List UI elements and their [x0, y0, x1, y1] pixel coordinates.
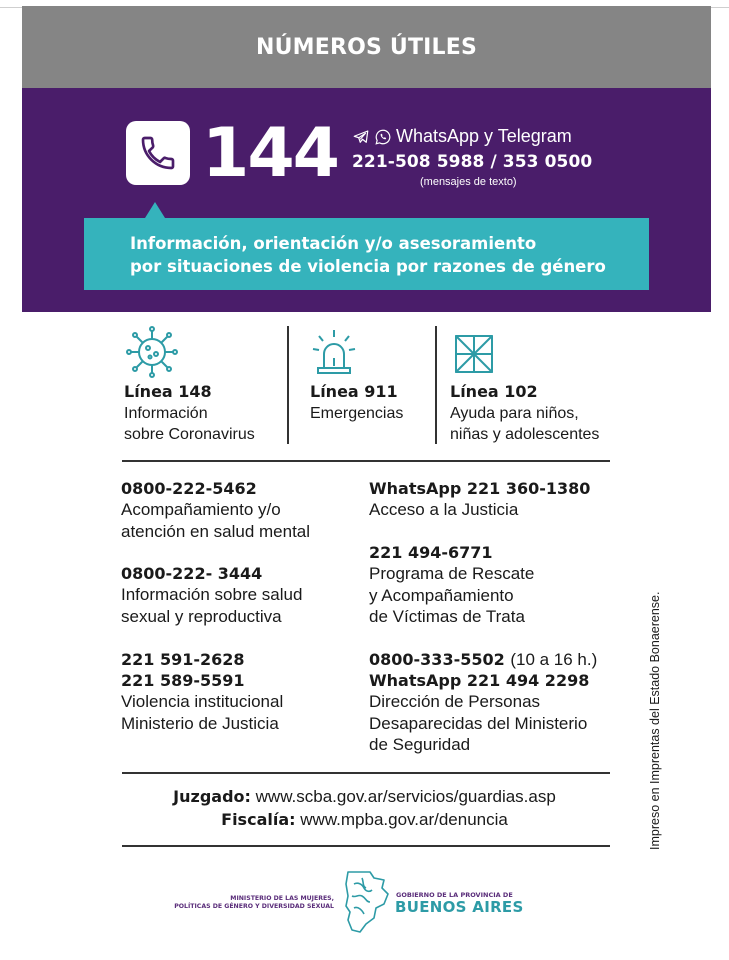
channels-note: (mensajes de texto)	[420, 176, 517, 188]
service-desc-line: sobre Coronavirus	[124, 426, 255, 443]
province-name: BUENOS AIRES	[395, 898, 524, 916]
page-title: NÚMEROS ÚTILES	[255, 34, 478, 60]
contact-number-secondary: WhatsApp 221 494 2298	[369, 671, 590, 690]
service-title: Línea 911	[310, 382, 398, 401]
hotline-panel	[22, 88, 711, 312]
channels-label: WhatsApp y Telegram	[396, 126, 572, 146]
service-description	[450, 403, 599, 445]
contact-number-secondary: 221 589-5591	[121, 671, 245, 690]
juzgado-link[interactable]: www.scba.gov.ar/servicios/guardias.asp	[255, 787, 556, 806]
ministry-line: POLÍTICAS DE GÉNERO Y DIVERSIDAD SEXUAL	[174, 903, 334, 910]
contact-number: 0800-222- 3444	[121, 564, 263, 583]
contact-desc-line: Violencia institucional	[121, 692, 284, 711]
service-desc-line: niñas y adolescentes	[450, 426, 600, 443]
column-divider	[287, 326, 289, 444]
virus-icon	[126, 326, 178, 383]
juzgado-label: Juzgado:	[173, 787, 251, 806]
contact-description	[121, 691, 283, 734]
contact-desc-line: y Acompañamiento	[369, 585, 514, 605]
contact-description	[369, 691, 587, 756]
service-description	[310, 403, 403, 424]
messaging-channels	[352, 126, 572, 147]
contact-desc-line: Programa de Rescate	[369, 564, 535, 583]
contact-desc-line: sexual y reproductiva	[121, 606, 282, 626]
column-divider	[435, 326, 437, 444]
callout-pointer	[145, 202, 165, 218]
contact-number: 221 494-6771	[369, 543, 493, 562]
section-divider	[122, 772, 610, 774]
section-divider	[122, 845, 610, 847]
fiscalia-link[interactable]: www.mpba.gov.ar/denuncia	[300, 810, 508, 829]
contact-desc-line: Acompañamiento y/o	[121, 500, 281, 519]
contact-description	[121, 584, 302, 627]
header-banner	[22, 6, 711, 88]
province-map-logo	[342, 868, 390, 934]
service-desc-line: Emergencias	[310, 405, 404, 422]
contact-desc-line: Dirección de Personas	[369, 692, 541, 711]
phone-icon	[126, 121, 190, 185]
contact-description	[369, 499, 518, 521]
hotline-description	[84, 218, 649, 290]
contact-number: 0800-222-5462	[121, 479, 257, 498]
service-title: Línea 148	[124, 382, 212, 401]
service-title: Línea 102	[450, 382, 538, 401]
contact-number: WhatsApp 221 360-1380	[369, 479, 591, 498]
contact-description	[369, 563, 534, 628]
ministry-logo-text	[168, 895, 334, 911]
fiscalia-line	[0, 810, 729, 830]
contact-description	[121, 499, 310, 542]
hotline-number: 144	[202, 114, 338, 193]
contact-desc-line: atención en salud mental	[121, 521, 311, 541]
contact-desc-line: Ministerio de Justicia	[121, 713, 279, 733]
contact-hours: (10 a 16 h.)	[510, 650, 598, 669]
contact-number	[369, 650, 597, 670]
contact-number-main: 0800-333-5502	[369, 650, 505, 669]
contact-desc-line: de Víctimas de Trata	[369, 607, 525, 626]
fiscalia-label: Fiscalía:	[221, 810, 296, 829]
service-desc-line: Información	[124, 405, 208, 422]
province-small-text: GOBIERNO DE LA PROVINCIA DE	[396, 891, 513, 899]
service-description	[124, 403, 255, 445]
ministry-line: MINISTERIO DE LAS MUJERES,	[230, 895, 334, 902]
hotline-description-line1: Información, orientación y/o asesoramiento	[130, 234, 537, 253]
service-desc-line: Ayuda para niños,	[450, 405, 579, 422]
section-divider	[122, 460, 610, 462]
pinwheel-icon	[454, 334, 494, 379]
hotline-description-line2: por situaciones de violencia por razones de género	[130, 257, 606, 276]
juzgado-line	[0, 787, 729, 807]
telegram-icon	[352, 128, 370, 146]
contact-number: 221 591-2628	[121, 650, 245, 669]
contact-desc-line: Información sobre salud	[121, 585, 303, 604]
print-note: Impreso en Imprentas del Estado Bonaerense.	[648, 591, 662, 850]
siren-icon	[310, 328, 358, 381]
contact-desc-line: Acceso a la Justicia	[369, 500, 519, 519]
contact-desc-line: de Seguridad	[369, 735, 471, 754]
channels-numbers: 221-508 5988 / 353 0500	[352, 152, 593, 172]
whatsapp-icon	[374, 128, 392, 146]
contact-desc-line: Desaparecidas del Ministerio	[369, 713, 588, 733]
